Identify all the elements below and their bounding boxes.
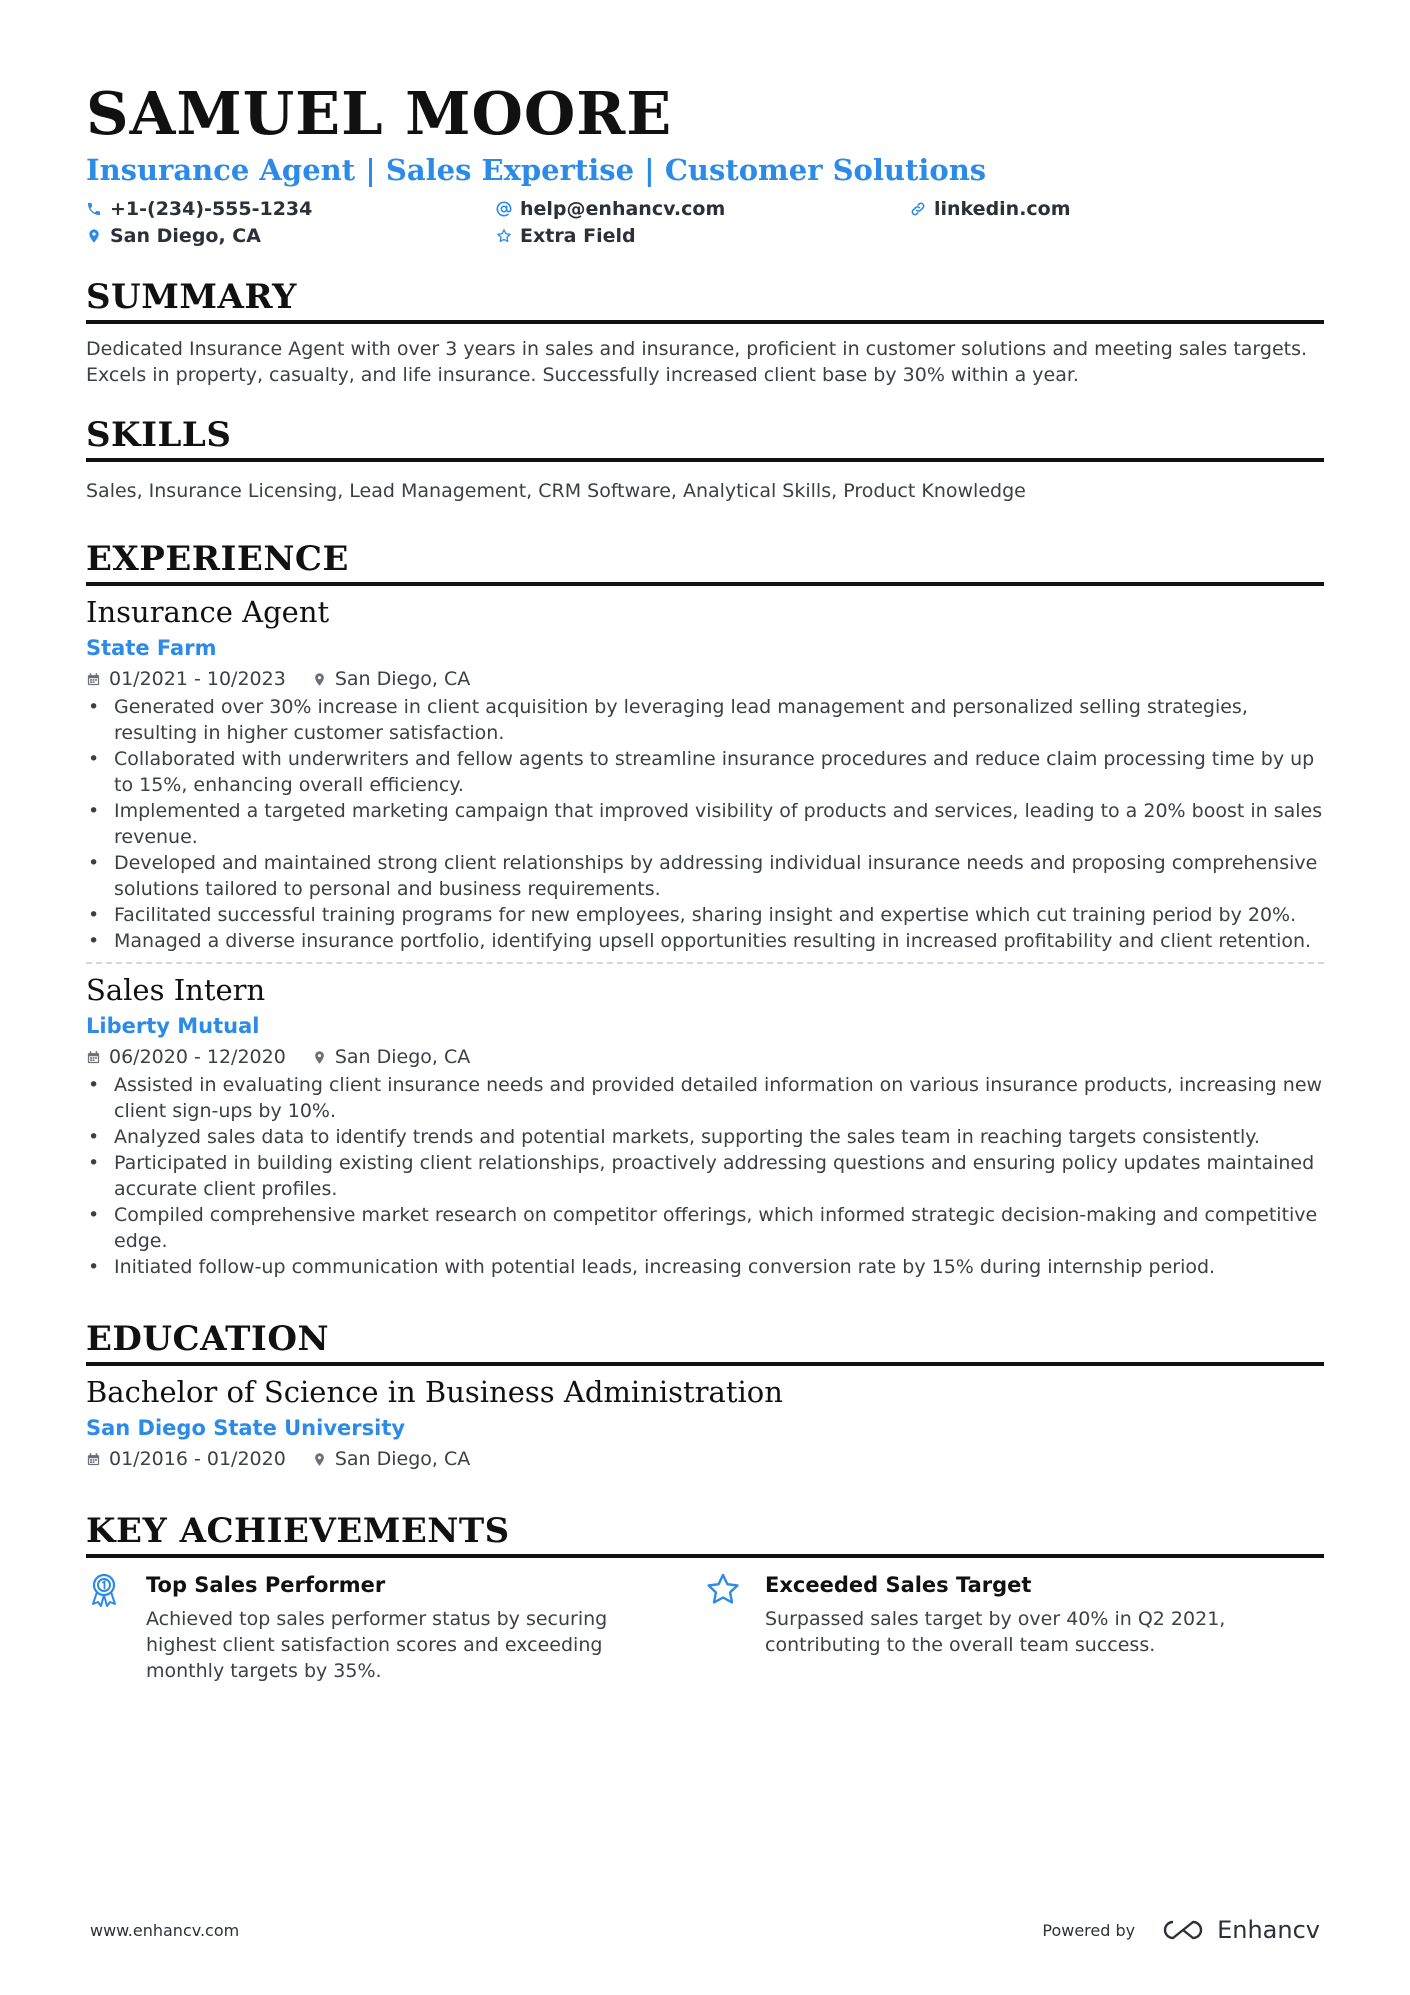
brand-name: Enhancv: [1217, 1916, 1320, 1944]
contact-info: [86, 198, 1324, 254]
star-outline-icon: [496, 228, 512, 244]
education-dates: [86, 1444, 286, 1474]
skills-section: [86, 414, 1324, 504]
job-meta: [86, 1042, 1324, 1072]
achievement-title: Top Sales Performer: [146, 1573, 386, 1597]
candidate-headline: Insurance Agent | Sales Expertise | Customer Solutions: [86, 153, 987, 187]
powered-by: [1042, 1916, 1320, 1944]
enhancv-logo-icon: [1161, 1918, 1207, 1942]
email-text: help@enhancv.com: [520, 198, 726, 220]
summary-section: [86, 276, 1324, 388]
footer-website-link[interactable]: www.enhancv.com: [90, 1920, 240, 1940]
achievements-section: [86, 1510, 1324, 1684]
contact-phone[interactable]: [86, 198, 312, 220]
job-dates-text: 06/2020 - 12/2020: [109, 1046, 286, 1068]
school-name: San Diego State University: [86, 1416, 406, 1440]
experience-section: [86, 538, 1324, 1280]
job-location-text: San Diego, CA: [334, 668, 471, 690]
contact-email[interactable]: [496, 198, 725, 220]
bullet-item: • Generated over 30% increase in client acquisition by leveraging lead management and personalized selling strategies, resulting in higher customer satisfaction.: [114, 694, 1324, 746]
summary-text: Dedicated Insurance Agent with over 3 years in sales and insurance, proficient in customer solutions and meeting sales targets. Excels in property, casualty, and life insurance. Successfully increased client base by 30% within a year.: [86, 338, 1308, 386]
at-sign-icon: [496, 201, 512, 217]
job-title: Sales Intern: [86, 973, 266, 1007]
calendar-icon: [86, 1050, 101, 1065]
job-location-text: San Diego, CA: [334, 1046, 471, 1068]
award-ribbon-icon: [86, 1570, 146, 1684]
job-divider: [86, 962, 1324, 964]
extra-field-text: Extra Field: [520, 225, 636, 247]
bullet-item: • Implemented a targeted marketing campaign that improved visibility of products and services, leading to a 20% boost in sales revenue.: [114, 798, 1324, 850]
achievements-grid: [86, 1558, 1324, 1684]
job-dates-text: 01/2021 - 10/2023: [109, 668, 286, 690]
job-entry: [86, 970, 1324, 1280]
achievement-item: [86, 1570, 705, 1684]
brand-logo[interactable]: [1161, 1916, 1320, 1944]
bullet-item: • Managed a diverse insurance portfolio, identifying upsell opportunities resulting in increased profitability and client retention.: [114, 928, 1324, 954]
location-pin-icon: [86, 228, 102, 244]
bullet-item: • Analyzed sales data to identify trends and potential markets, supporting the sales team in reaching targets consistently.: [114, 1124, 1324, 1150]
location-pin-icon: [312, 1452, 327, 1467]
job-title: Insurance Agent: [86, 595, 330, 629]
link-icon: [910, 201, 926, 217]
linkedin-text: linkedin.com: [934, 198, 1071, 220]
bullet-item: • Participated in building existing client relationships, proactively addressing questions and ensuring policy updates maintained accurate client profiles.: [114, 1150, 1324, 1202]
phone-icon: [86, 201, 102, 217]
candidate-name: SAMUEL MOORE: [86, 79, 673, 148]
achievement-title: Exceeded Sales Target: [765, 1573, 1032, 1597]
star-icon: [705, 1570, 765, 1684]
job-bullets: [86, 694, 1324, 954]
bullet-item: • Compiled comprehensive market research on competitor offerings, which informed strategic decision-making and competitive edge.: [114, 1202, 1324, 1254]
education-entry: [86, 1366, 1324, 1474]
education-location-text: San Diego, CA: [334, 1448, 471, 1470]
company-name: Liberty Mutual: [86, 1014, 260, 1038]
job-dates: [86, 1042, 286, 1072]
job-location: [312, 1042, 470, 1072]
education-location: [312, 1444, 470, 1474]
contact-extra: [496, 225, 636, 247]
company-name: State Farm: [86, 636, 217, 660]
location-pin-icon: [312, 1050, 327, 1065]
location-pin-icon: [312, 672, 327, 687]
phone-text: +1-(234)-555-1234: [110, 198, 313, 220]
experience-heading: EXPERIENCE: [86, 538, 1324, 586]
job-location: [312, 664, 470, 694]
bullet-item: • Initiated follow-up communication with potential leads, increasing conversion rate by 15% during internship period.: [114, 1254, 1324, 1280]
achievement-text: Surpassed sales target by over 40% in Q2 2021, contributing to the overall team success.: [765, 1608, 1226, 1656]
powered-by-label: Powered by: [1042, 1920, 1136, 1940]
job-dates: [86, 664, 286, 694]
calendar-icon: [86, 672, 101, 687]
summary-heading: SUMMARY: [86, 276, 1324, 324]
job-entry: [86, 586, 1324, 954]
bullet-item: • Developed and maintained strong client relationships by addressing individual insurance needs and proposing comprehensive solutions tailored to personal and business requirements.: [114, 850, 1324, 902]
education-meta: [86, 1444, 1324, 1474]
skills-text: Sales, Insurance Licensing, Lead Management, CRM Software, Analytical Skills, Product Knowledge: [86, 480, 1026, 502]
job-bullets: [86, 1072, 1324, 1280]
bullet-item: • Collaborated with underwriters and fellow agents to streamline insurance procedures and reduce claim processing time by up to 15%, enhancing overall efficiency.: [114, 746, 1324, 798]
achievement-text: Achieved top sales performer status by securing highest client satisfaction scores and exceeding monthly targets by 35%.: [146, 1608, 608, 1682]
education-section: [86, 1318, 1324, 1474]
achievement-item: [705, 1570, 1324, 1684]
page-footer: [90, 1910, 1320, 1950]
location-text: San Diego, CA: [110, 225, 261, 247]
contact-linkedin[interactable]: [910, 198, 1071, 220]
calendar-icon: [86, 1452, 101, 1467]
education-dates-text: 01/2016 - 01/2020: [109, 1448, 286, 1470]
contact-location: [86, 225, 261, 247]
education-heading: EDUCATION: [86, 1318, 1324, 1366]
degree-title: Bachelor of Science in Business Administration: [86, 1375, 783, 1409]
job-meta: [86, 664, 1324, 694]
bullet-item: • Facilitated successful training programs for new employees, sharing insight and expertise which cut training period by 20%.: [114, 902, 1324, 928]
bullet-item: • Assisted in evaluating client insurance needs and provided detailed information on various insurance products, increasing new client sign-ups by 10%.: [114, 1072, 1324, 1124]
skills-heading: SKILLS: [86, 414, 1324, 462]
achievements-heading: KEY ACHIEVEMENTS: [86, 1510, 1324, 1558]
